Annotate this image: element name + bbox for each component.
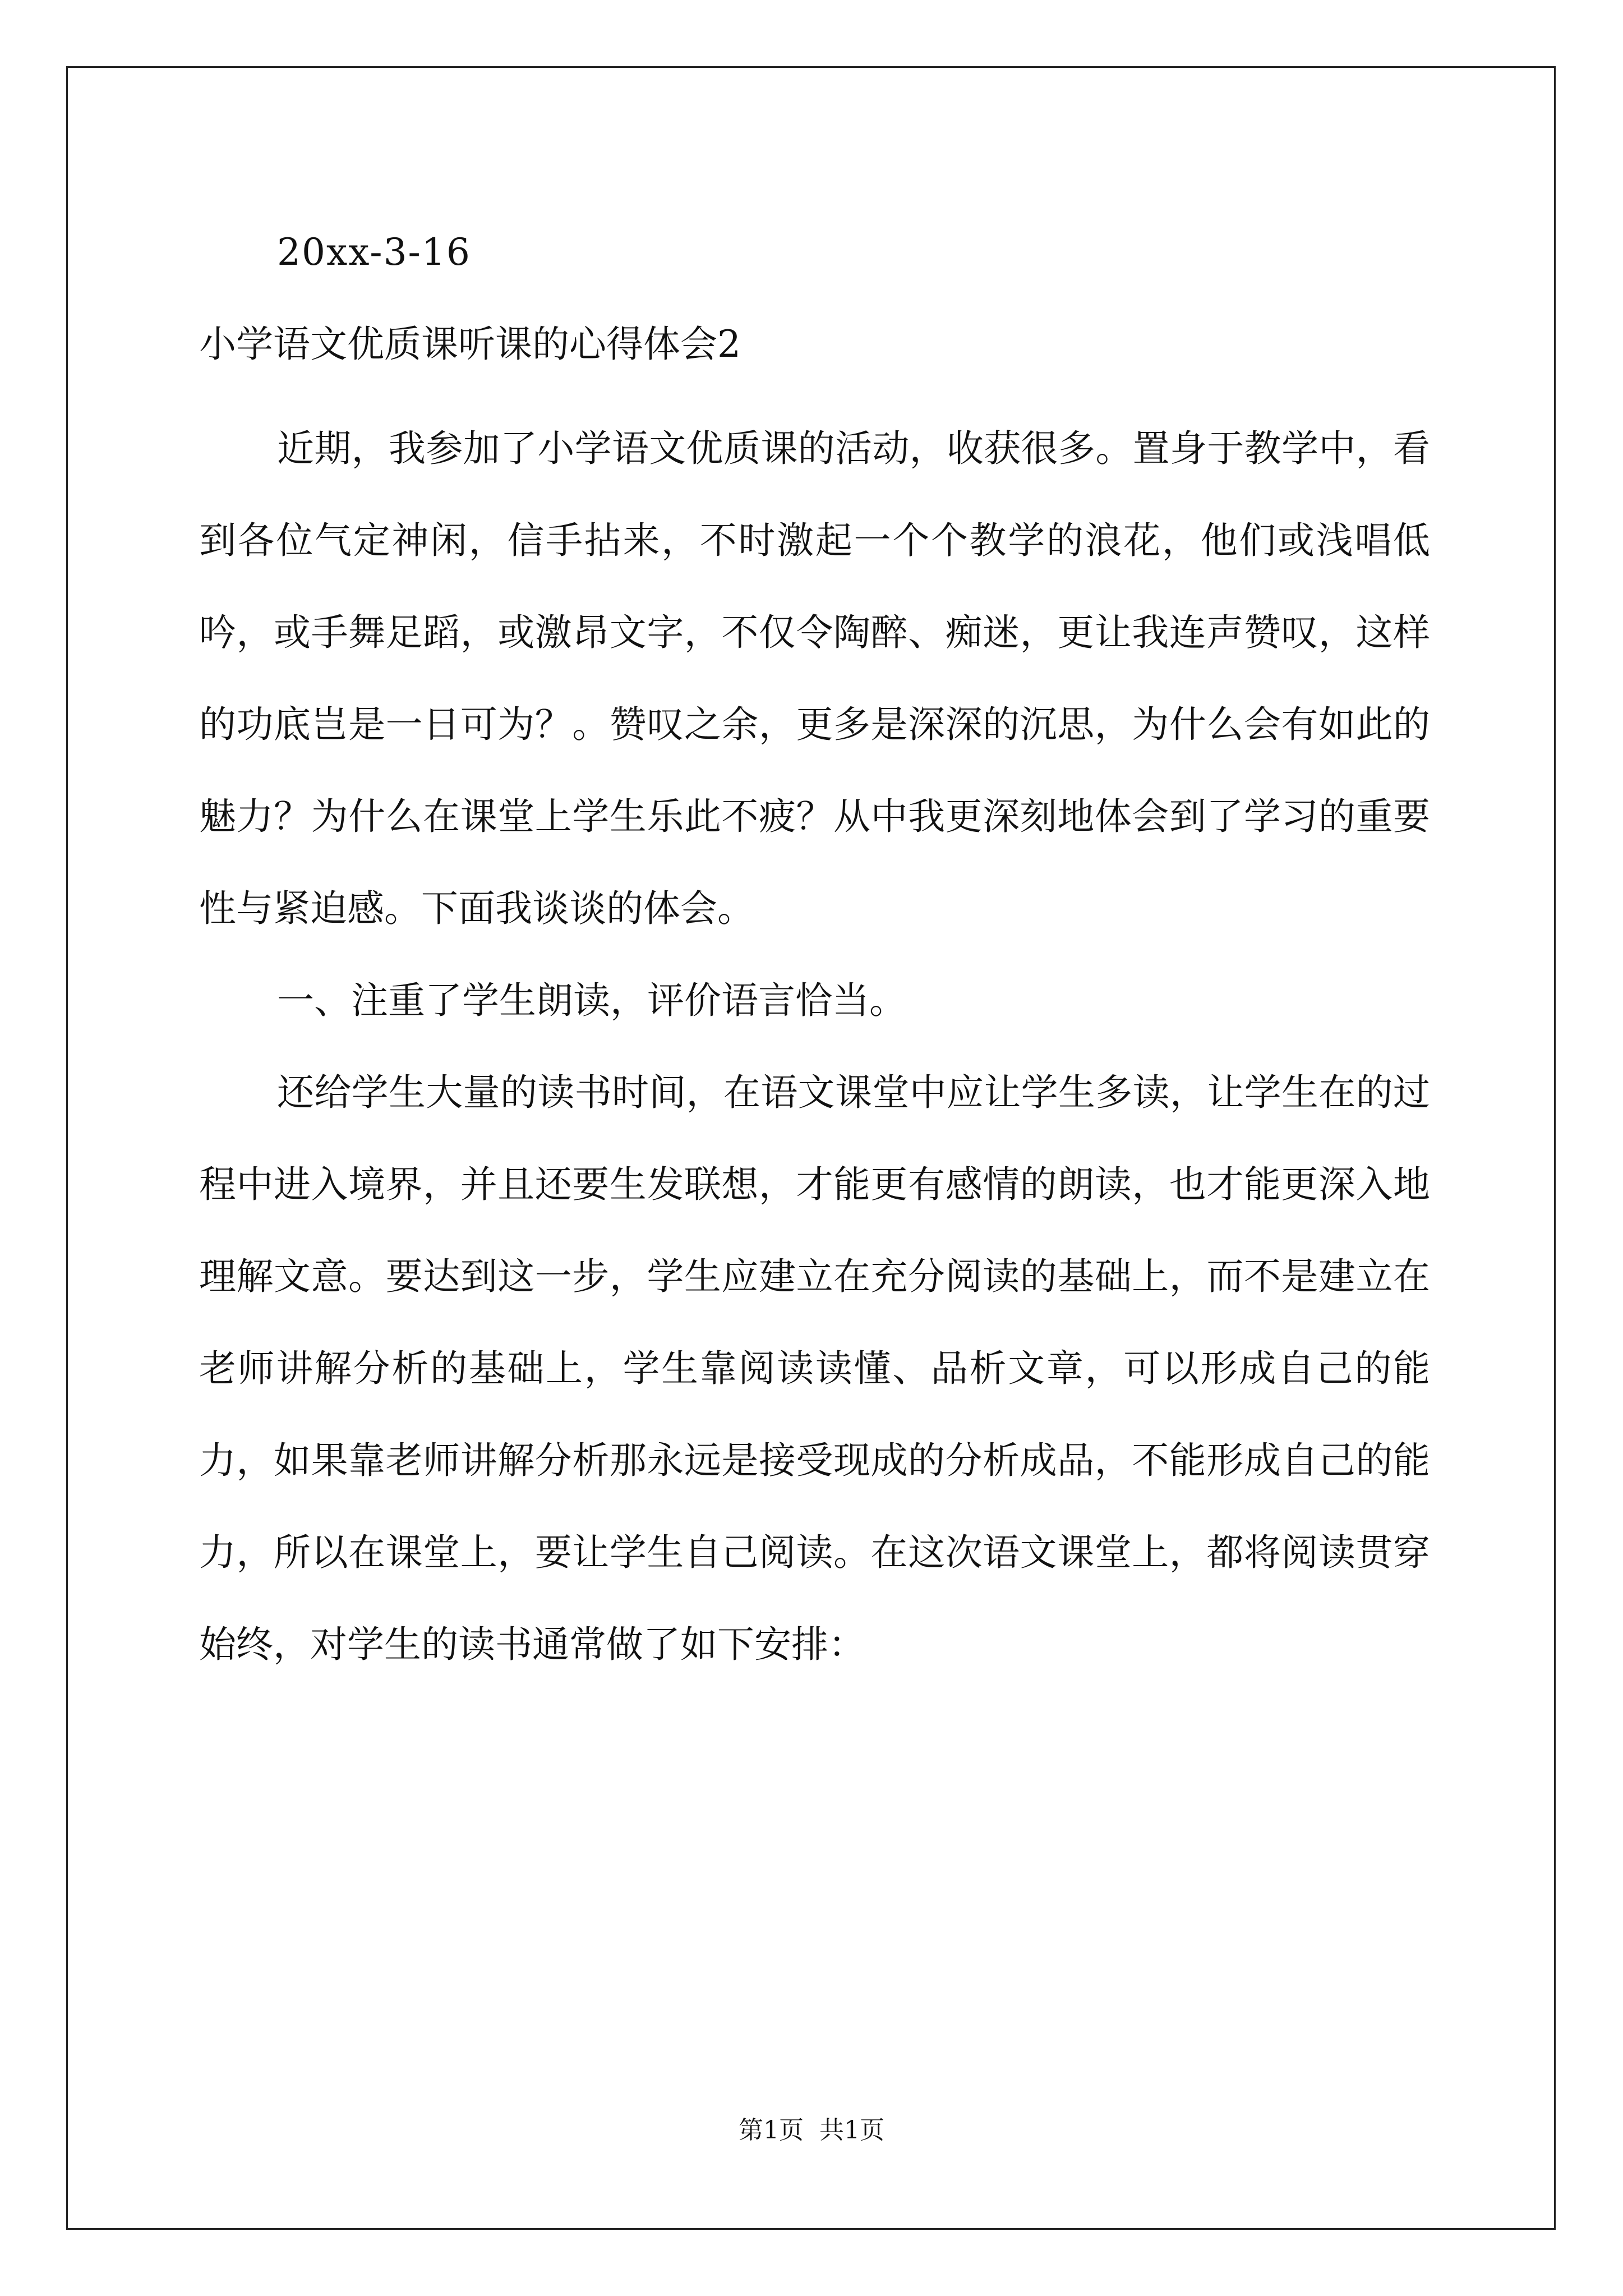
document-body xyxy=(199,219,1430,1691)
document-date: 20xx-3-16 xyxy=(277,231,471,274)
page-number-current: 第1页 xyxy=(739,2116,804,2145)
page-number-total: 共1页 xyxy=(819,2116,884,2145)
page-footer xyxy=(0,2114,1623,2147)
section-heading-1: 一、注重了学生朗读，评价语言恰当。 xyxy=(277,979,906,1022)
paragraph-intro: 近期，我参加了小学语文优质课的活动，收获很多。置身于教学中，看到各位气定神闲，信手拈来，不时激起一个个教学的浪花，他们或浅唱低吟，或手舞足蹈，或激昂文字，不仅令陶醉、痴迷，更让我连声赞叹，这样的功底岂是一日可为？。赞叹之余，更多是深深的沉思，为什么会有如此的魅力？为什么在课堂上学生乐此不疲？从中我更深刻地体会到了学习的重要性与紧迫感。下面我谈谈的体会。 xyxy=(199,427,1430,930)
document-title: 小学语文优质课听课的心得体会2 xyxy=(199,323,741,366)
paragraph-reading: 还给学生大量的读书时间，在语文课堂中应让学生多读，让学生在的过程中进入境界，并且还要生发联想，才能更有感情的朗读，也才能更深入地理解文意。要达到这一步，学生应建立在充分阅读的基础上，而不是建立在老师讲解分析的基础上，学生靠阅读读懂、品析文章，可以形成自己的能力，如果靠老师讲解分析那永远是接受现成的分析成品，不能形成自己的能力，所以在课堂上，要让学生自己阅读。在这次语文课堂上，都将阅读贯穿始终，对学生的读书通常做了如下安排： xyxy=(199,1071,1430,1666)
